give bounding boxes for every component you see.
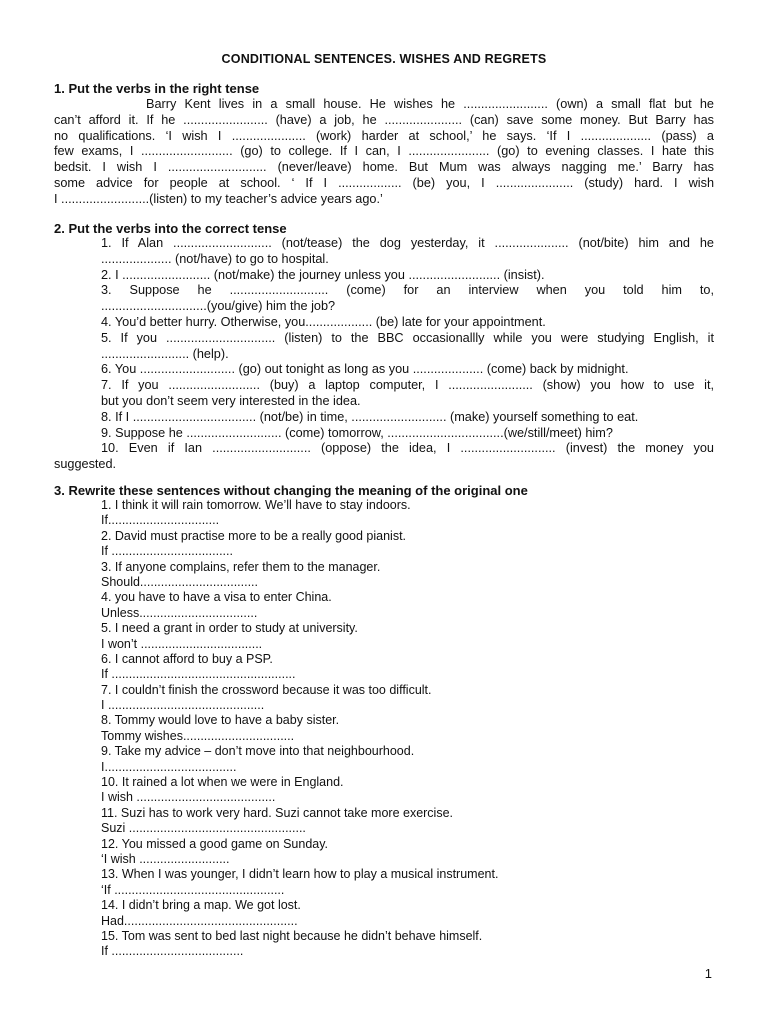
section3-answer-line: If................................ (101, 513, 220, 528)
section3-line: 6. I cannot afford to buy a PSP. (101, 651, 273, 666)
section1-heading: 1. Put the verbs in the right tense (54, 81, 260, 96)
section2-exercises (54, 236, 714, 473)
section2-line: ......................... (help). (101, 346, 229, 361)
section3-line: 10. It rained a lot when we were in England. (101, 775, 344, 790)
section1-line: bedsit. I wish I ............................ (never/leave) home. But Mum was always nagging me.’ Barry has (54, 160, 714, 175)
page-title: CONDITIONAL SENTENCES. WISHES AND REGRETS (221, 52, 547, 66)
section2-line: .................... (not/have) to go to hospital. (101, 251, 329, 266)
section3-line: 8. Tommy would love to have a baby sister. (101, 713, 340, 728)
section3-line: 3. If anyone complains, refer them to the manager. (101, 559, 381, 574)
page-number: 1 (704, 966, 712, 981)
section3-line: 9. Take my advice – don’t move into that neighbourhood. (101, 744, 415, 759)
section3-line: 14. I didn’t bring a map. We got lost. (101, 898, 301, 913)
section2-line: 5. If you ............................... (listen) to the BBC occasionallly while you were studying English, it (101, 330, 714, 345)
section3-answer-line: I...................................... (101, 759, 237, 774)
section1-line: few exams, I .......................... (go) to college. If I can, I ....................... (go) to evening classes. I hate this (54, 144, 714, 159)
section2-line: suggested. (54, 457, 117, 472)
section1-paragraph (54, 97, 714, 208)
section3-line: 15. Tom was sent to bed last night because he didn’t behave himself. (101, 928, 483, 943)
section3-answer-line: Tommy wishes................................ (101, 728, 295, 743)
section2-line: 7. If you .......................... (buy) a laptop computer, I ........................ (show) you how to use it, (101, 378, 714, 393)
section3-answer-line: Had.................................................. (101, 913, 298, 928)
section3-line: 2. David must practise more to be a really good pianist. (101, 528, 407, 543)
section3-line: 12. You missed a good game on Sunday. (101, 836, 329, 851)
section1-line: Barry Kent lives in a small house. He wishes he ........................ (own) a small flat but he (146, 97, 714, 111)
section2-line: but you don’t seem very interested in the idea. (101, 393, 361, 408)
section2-heading: 2. Put the verbs into the correct tense (54, 221, 287, 236)
section2-line: 8. If I ................................... (not/be) in time, ........................... (make) yourself something to eat. (101, 409, 639, 424)
section3-heading: 3. Rewrite these sentences without changing the meaning of the original one (54, 483, 528, 498)
section1-line: no qualifications. ‘I wish I ..................... (work) harder at school,’ he says. ‘If I .................... (pass) a (54, 128, 714, 143)
section3-line: 4. you have to have a visa to enter China. (101, 590, 332, 605)
section2-line: 9. Suppose he ........................... (come) tomorrow, .................................(we/still/meet) him? (101, 425, 613, 440)
section2-line: 10. Even if Ian ............................ (oppose) the idea, I ........................... (invest) the money you (101, 441, 714, 456)
section3-answer-line: I wish ........................................ (101, 790, 276, 805)
section1-line: can’t afford it. If he ........................ (have) a job, he ...................... (can) save some money. But Barry has (54, 112, 714, 127)
section1-line: some advice for people at school. ‘ If I .................. (be) you, I ...................... (study) hard. I wish (54, 175, 714, 190)
section2-line: 1. If Alan ............................ (not/tease) the dog yesterday, it ..................... (not/bite) him and he (101, 236, 714, 250)
section3-answer-line: Unless.................................. (101, 605, 258, 620)
section2-line: ..............................(you/give) him the job? (101, 299, 336, 314)
section2-line: 2. I ......................... (not/make) the journey unless you .......................... (insist). (101, 267, 545, 282)
section3-answer-line: ‘If ................................................. (101, 882, 285, 897)
section3-answer-line: If ................................... (101, 544, 233, 559)
section3-answer-line: If ..................................................... (101, 667, 296, 682)
section2-line: 4. You’d better hurry. Otherwise, you................... (be) late for your appointment. (101, 314, 546, 329)
section3-answer-line: If ...................................... (101, 944, 244, 959)
section2-line: 3. Suppose he ............................ (come) for an interview when you told him to, (101, 283, 714, 298)
section3-line: 1. I think it will rain tomorrow. We’ll have to stay indoors. (101, 498, 411, 512)
section3-line: 11. Suzi has to work very hard. Suzi cannot take more exercise. (101, 805, 454, 820)
section3-answer-line: ‘I wish .......................... (101, 851, 230, 866)
section3-line: 5. I need a grant in order to study at university. (101, 621, 358, 636)
section3-exercises (54, 498, 714, 960)
section3-answer-line: I won’t ................................... (101, 636, 263, 651)
section3-answer-line: Should.................................. (101, 574, 259, 589)
section3-line: 13. When I was younger, I didn’t learn how to play a musical instrument. (101, 867, 499, 882)
section2-line: 6. You ........................... (go) out tonight as long as you .................... (come) back by midnight. (101, 362, 629, 377)
section3-answer-line: Suzi ................................................... (101, 821, 306, 836)
section3-answer-line: I ............................................. (101, 698, 265, 713)
section1-line: I .........................(listen) to my teacher’s advice years ago.’ (54, 191, 383, 206)
section3-line: 7. I couldn’t finish the crossword because it was too difficult. (101, 682, 432, 697)
